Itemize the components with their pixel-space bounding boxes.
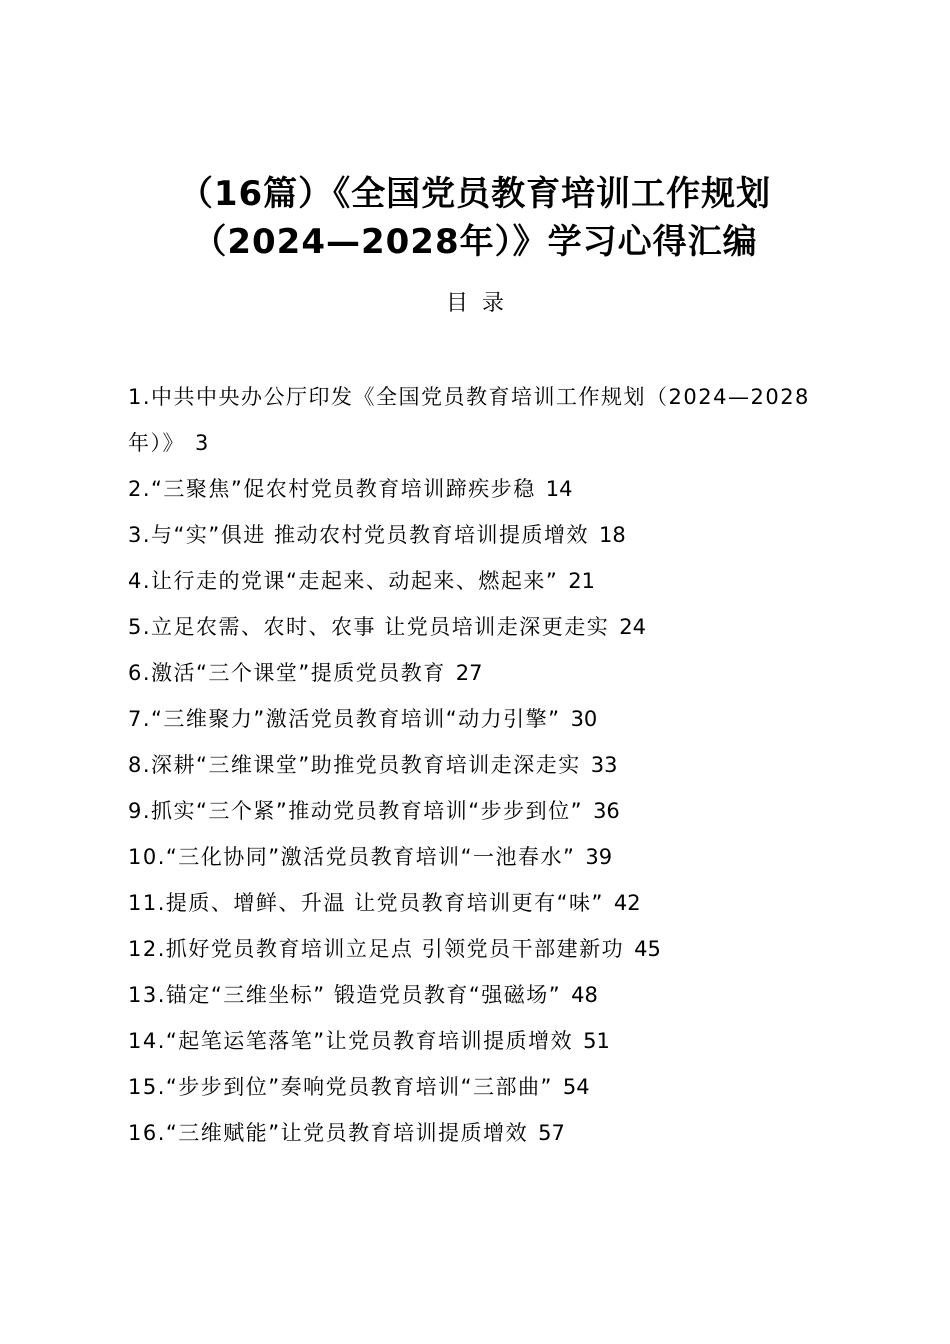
toc-item-page: 45 — [634, 937, 661, 961]
toc-item[interactable] — [128, 374, 843, 466]
toc-item-label: 6.激活“三个课堂”提质党员教育 — [128, 661, 446, 685]
toc-item-page: 54 — [562, 1075, 590, 1099]
toc-item-page: 36 — [593, 799, 620, 823]
toc-item-page: 14 — [545, 477, 573, 501]
toc-item-page: 42 — [613, 891, 641, 915]
toc-item-label: 3.与“实”俱进 推动农村党员教育培训提质增效 — [128, 523, 589, 547]
toc-item[interactable] — [128, 466, 848, 512]
toc-item-page: 30 — [570, 707, 598, 731]
toc-item-page: 51 — [583, 1029, 610, 1053]
toc-item-label: 11.提质、增鲜、升温 让党员教育培训更有“味” — [128, 891, 604, 915]
toc-item[interactable] — [128, 880, 848, 926]
toc-heading: 目录 — [445, 291, 518, 316]
toc-item[interactable] — [128, 1064, 848, 1110]
toc-item[interactable] — [128, 1018, 848, 1064]
toc-item[interactable] — [128, 742, 848, 788]
toc-item-label: 16.“三维赋能”让党员教育培训提质增效 — [128, 1121, 529, 1145]
toc-item-label: 8.深耕“三维课堂”助推党员教育培训走深走实 — [128, 753, 581, 777]
document-title-line-1: （16篇）《全国党员教育培训工作规划 — [178, 174, 772, 214]
toc-item[interactable] — [128, 926, 848, 972]
toc-item[interactable] — [128, 972, 848, 1018]
toc-item-label: 7.“三维聚力”激活党员教育培训“动力引擎” — [128, 707, 561, 731]
toc-item[interactable] — [128, 834, 848, 880]
toc-item-label: 13.锚定“三维坐标” 锻造党员教育“强磁场” — [128, 983, 562, 1007]
toc-item-page: 18 — [598, 523, 626, 547]
toc-item-label: 4.让行走的党课“走起来、动起来、燃起来” — [128, 569, 559, 593]
toc-item-page: 24 — [619, 615, 646, 639]
toc-item[interactable] — [128, 788, 848, 834]
toc-item-page: 39 — [585, 845, 613, 869]
table-of-contents — [128, 374, 848, 1156]
toc-item-page: 48 — [571, 983, 598, 1007]
toc-item-label: 14.“起笔运笔落笔”让党员教育培训提质增效 — [128, 1029, 574, 1053]
toc-item-label: 1.中共中央办公厅印发《全国党员教育培训工作规划（2024—2028年）》 — [128, 385, 810, 455]
toc-item-page: 33 — [590, 753, 618, 777]
toc-item[interactable] — [128, 512, 848, 558]
toc-item-label: 15.“步步到位”奏响党员教育培训“三部曲” — [128, 1075, 553, 1099]
toc-item[interactable] — [128, 650, 848, 696]
toc-item-page: 27 — [455, 661, 483, 685]
toc-item-page: 57 — [538, 1121, 565, 1145]
toc-item-label: 2.“三聚焦”促农村党员教育培训蹄疾步稳 — [128, 477, 536, 501]
toc-item[interactable] — [128, 558, 848, 604]
toc-item-page: 21 — [568, 569, 596, 593]
toc-item[interactable] — [128, 604, 848, 650]
toc-item-page: 3 — [195, 431, 209, 455]
toc-item-label: 10.“三化协同”激活党员教育培训“一池春水” — [128, 845, 576, 869]
document-title-line-2: （2024—2028年）》学习心得汇编 — [192, 222, 758, 262]
toc-item-label: 9.抓实“三个紧”推动党员教育培训“步步到位” — [128, 799, 584, 823]
toc-item-label: 5.立足农需、农时、农事 让党员培训走深更走实 — [128, 615, 610, 639]
toc-item[interactable] — [128, 696, 848, 742]
toc-item-label: 12.抓好党员教育培训立足点 引领党员干部建新功 — [128, 937, 625, 961]
toc-item[interactable] — [128, 1110, 848, 1156]
